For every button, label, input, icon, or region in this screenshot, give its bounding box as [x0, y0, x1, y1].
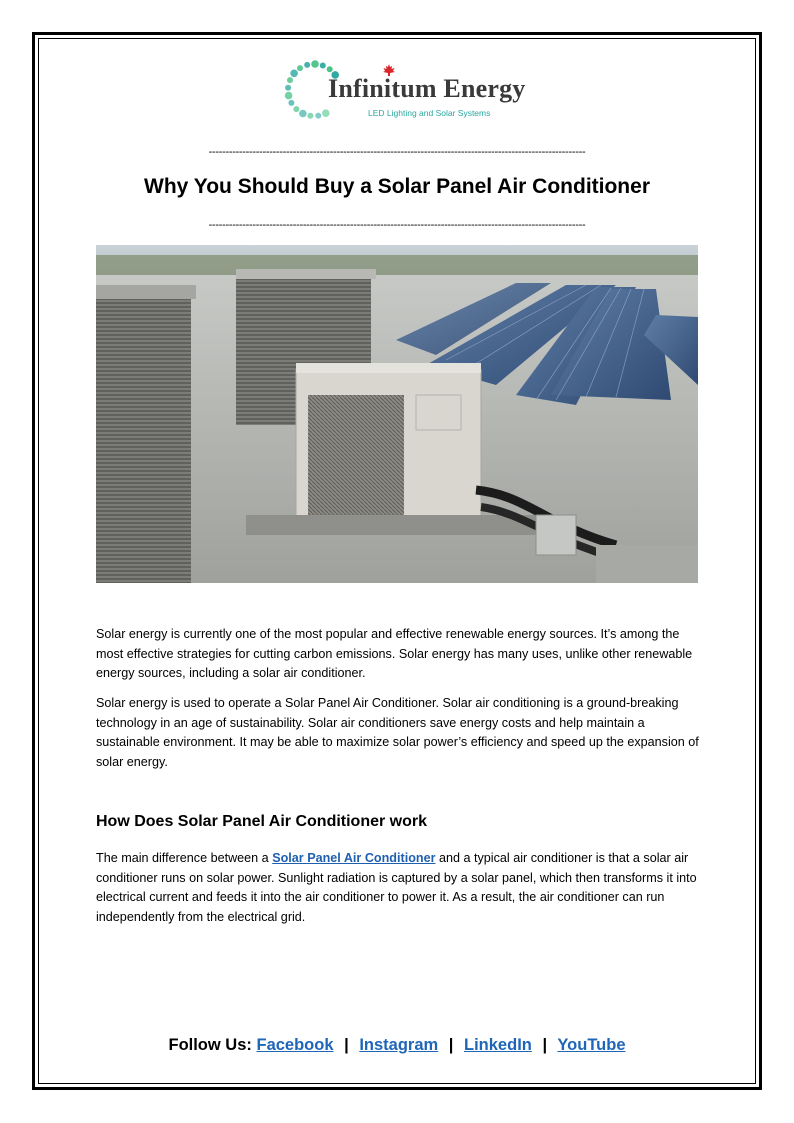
- logo-dot: [315, 113, 321, 119]
- logo-dot: [293, 106, 299, 112]
- logo-dot: [327, 66, 333, 72]
- top-dashed-rule: ----------------------------------------------------------------------------------------------------------------: [208, 146, 586, 158]
- logo-dot: [297, 65, 303, 71]
- logo-dot: [307, 113, 313, 119]
- facebook-link[interactable]: Facebook: [256, 1036, 334, 1054]
- logo-dot: [311, 60, 319, 68]
- logo-dot: [320, 63, 326, 69]
- social-footer: [96, 1036, 698, 1055]
- logo-dot: [287, 77, 293, 83]
- solar-panel-ac-link[interactable]: Solar Panel Air Conditioner: [272, 851, 436, 865]
- paragraph-text: The main difference between a: [96, 851, 273, 865]
- logo-wordmark: Infinitum Energy: [328, 74, 526, 103]
- section-heading: How Does Solar Panel Air Conditioner work: [96, 813, 428, 830]
- logo-tagline: LED Lighting and Solar Systems: [368, 108, 491, 118]
- youtube-link[interactable]: YouTube: [557, 1036, 626, 1054]
- follow-label: Follow Us:: [168, 1036, 252, 1054]
- bottom-dashed-rule: ----------------------------------------------------------------------------------------------------------------: [208, 219, 586, 231]
- logo-dot: [299, 110, 307, 118]
- logo-dot: [304, 62, 310, 68]
- logo-dot: [322, 109, 330, 117]
- how-it-works-paragraph: [96, 849, 700, 927]
- linkedin-link[interactable]: LinkedIn: [464, 1036, 532, 1054]
- paragraph-text: and a typical air conditioner is that a solar air conditioner runs on solar power. Sunlight radiation is captured by a solar panel, which then transforms it into electrical current and feeds it into the air conditioner to power it. As a result, the air conditioner can run independently from the electrical grid.: [96, 851, 697, 924]
- link-separator: |: [448, 1036, 454, 1054]
- page-title: Why You Should Buy a Solar Panel Air Conditioner: [144, 175, 650, 198]
- logo-dot: [285, 85, 291, 91]
- instagram-link[interactable]: Instagram: [359, 1036, 439, 1054]
- hero-image-rooftop-solar-ac: [96, 245, 698, 583]
- logo-dot: [288, 100, 294, 106]
- logo-dot: [290, 70, 298, 78]
- intro-paragraph: Solar energy is currently one of the most popular and effective renewable energy sources. It’s among the most effective strategies for cutting carbon emissions. Solar energy has many uses, unlike other renewable energy sources, including a solar air conditioner.: [96, 627, 693, 681]
- logo-dot: [285, 92, 293, 100]
- overview-paragraph: Solar energy is used to operate a Solar Panel Air Conditioner. Solar air conditioning is a ground-breaking technology in an age of sustainability. Solar air conditioners save energy costs and help maintain a sustainable environment. It may be able to maximize solar power’s efficiency and speed up the expansion of solar energy.: [96, 696, 699, 769]
- company-logo: [282, 52, 526, 132]
- link-separator: |: [344, 1036, 349, 1054]
- link-separator: |: [542, 1036, 548, 1054]
